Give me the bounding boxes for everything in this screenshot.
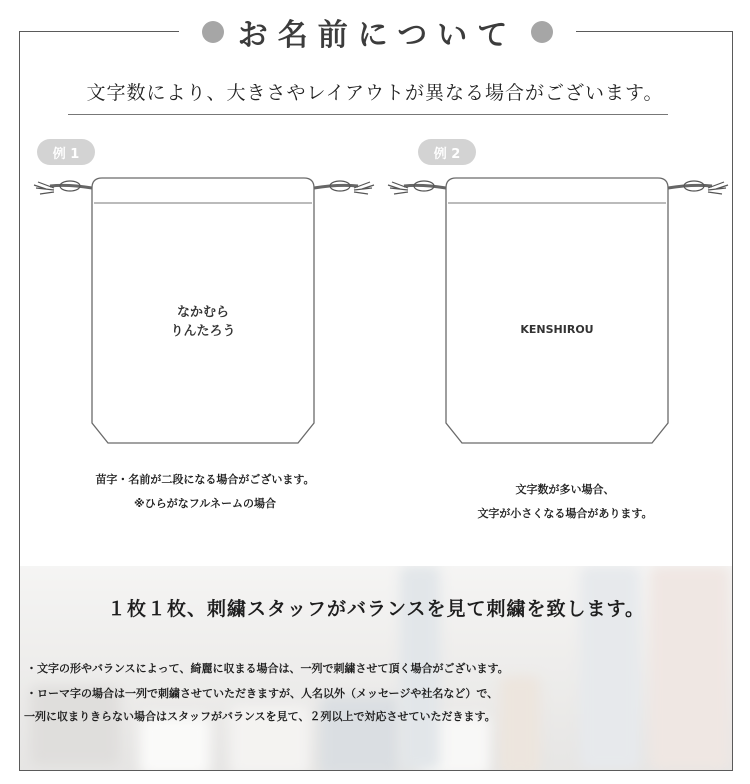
frame-top-rule-right xyxy=(576,31,733,32)
bullet-dot-icon xyxy=(531,21,553,43)
bottom-title: １枚１枚、刺繍スタッフがバランスを見て刺繍を致します。 xyxy=(107,598,645,620)
bag-name-text: KENSHIROU xyxy=(520,323,594,336)
frame-top-rule-left xyxy=(19,31,179,32)
caption-line-2: 文字が小さくなる場合があります。 xyxy=(477,507,653,520)
bag-name-text xyxy=(92,303,314,341)
section-subtitle: 文字数により、大きさやレイアウトが異なる場合がございます。 xyxy=(86,82,664,104)
example-2-caption xyxy=(400,478,730,526)
subtitle-divider xyxy=(68,114,668,115)
note-line-3: 一列に収まりきらない場合はスタッフがバランスを見て、２列以上で対応させていただきます。 xyxy=(24,710,496,723)
note-line-2: ・ローマ字の場合は一列で刺繍させていただきますが、人名以外（メッセージや社名など）で、 xyxy=(26,687,499,700)
section-header xyxy=(185,12,570,52)
caption-line-1: 苗字・名前が二段になる場合がございます。 xyxy=(95,473,315,486)
drawstring-bag-illustration xyxy=(382,168,734,453)
bullet-dot-icon xyxy=(202,21,224,43)
section-title: お名前について xyxy=(237,18,518,53)
example-1-badge: 例 1 xyxy=(37,139,95,165)
example-1-caption xyxy=(40,468,370,516)
name-line-2: りんたろう xyxy=(170,324,236,339)
caption-line-1: 文字数が多い場合、 xyxy=(515,483,615,496)
note-line-1: ・文字の形やバランスによって、綺麗に収まる場合は、一列で刺繍させて頂く場合がございます。 xyxy=(26,662,509,675)
name-line-1: なかむら xyxy=(176,305,229,320)
example-2-badge: 例 2 xyxy=(418,139,476,165)
caption-line-2: ※ひらがなフルネームの場合 xyxy=(134,497,276,510)
embroidery-photo-band xyxy=(20,566,732,770)
